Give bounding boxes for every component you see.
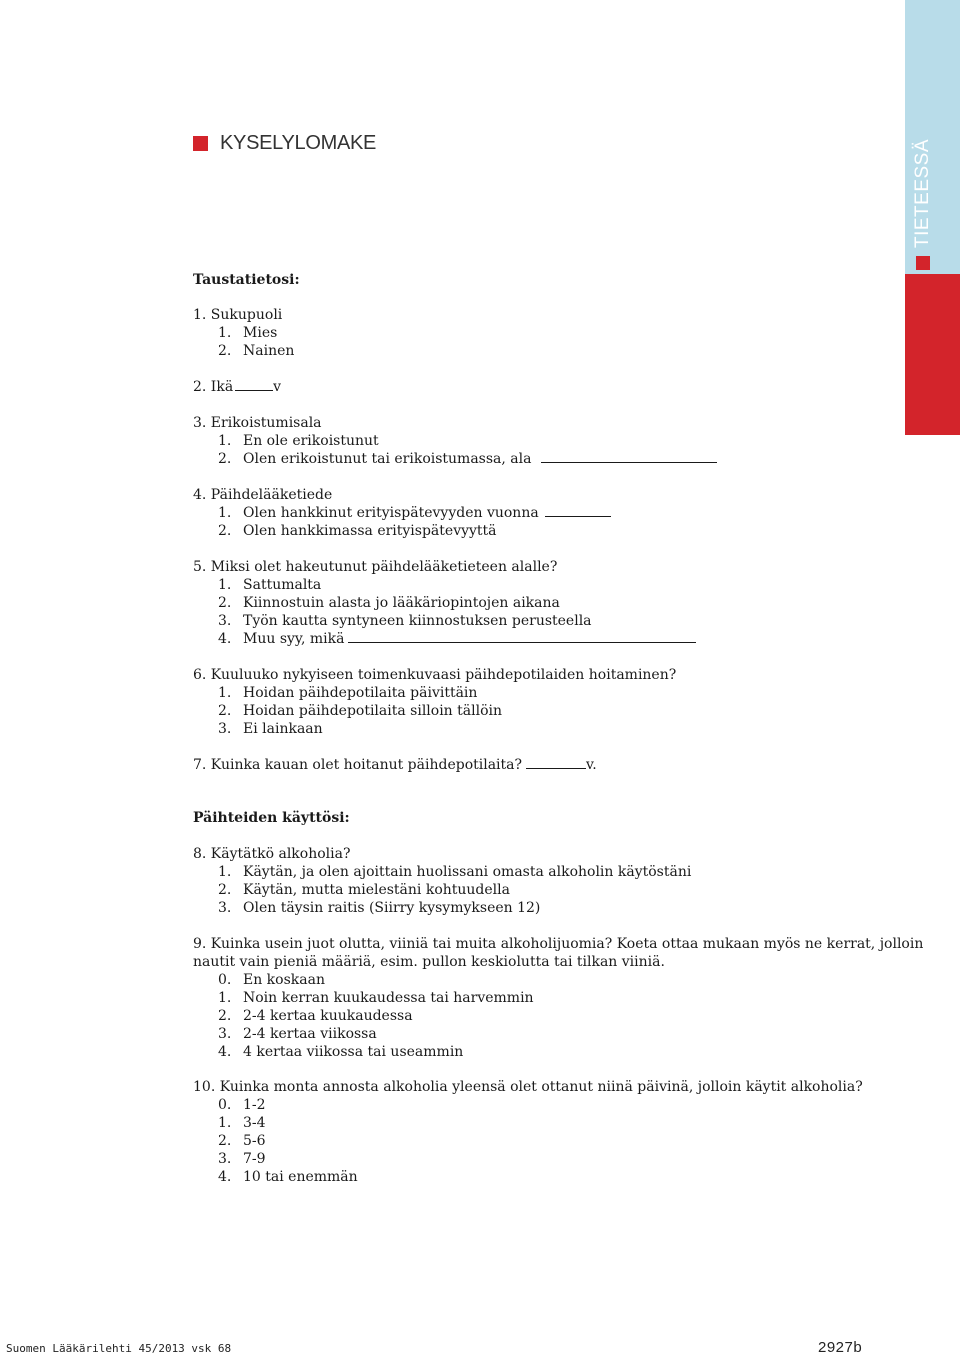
question-4-option-1[interactable]: 1. Olen hankkinut erityispätevyyden vuonna — [218, 504, 611, 522]
section-heading-substances: Päihteiden käyttösi: — [193, 810, 350, 826]
question-10-option-0[interactable]: 0. 1-2 — [218, 1097, 266, 1113]
section-heading-background: Taustatietosi: — [193, 272, 300, 288]
question-5-option-4[interactable]: 4. Muu syy, mikä — [218, 630, 696, 648]
side-tab-red-band — [905, 274, 960, 435]
question-5-option-3[interactable]: 3. Työn kautta syntyneen kiinnostuksen perusteella — [218, 613, 592, 629]
question-3-option-1[interactable]: 1. En ole erikoistunut — [218, 433, 379, 449]
page-header — [193, 132, 376, 155]
page-number: 2927b — [818, 1339, 863, 1356]
question-10-option-2[interactable]: 2. 5-6 — [218, 1133, 266, 1149]
question-6-option-1[interactable]: 1. Hoidan päihdepotilaita päivittäin — [218, 685, 478, 701]
question-9-title-line-1: 9. Kuinka usein juot olutta, viiniä tai muita alkoholijuomia? Koeta ottaa mukaan myös ne kerrat, jolloin — [193, 936, 924, 952]
question-10-option-1[interactable]: 1. 3-4 — [218, 1115, 266, 1131]
question-6-option-2[interactable]: 2. Hoidan päihdepotilaita silloin tällöin — [218, 703, 502, 719]
side-tab-label: TIETEESSÄ — [912, 138, 933, 248]
question-3-option-2[interactable]: 2. Olen erikoistunut tai erikoistumassa, ala — [218, 450, 717, 468]
question-1-option-1[interactable]: 1. Mies — [218, 325, 278, 341]
question-4-title: 4. Päihdelääketiede — [193, 487, 333, 503]
question-9-title-line-2: nautit vain pieniä määriä, esim. pullon keskiolutta tai tilkan viiniä. — [193, 954, 665, 970]
question-10-title: 10. Kuinka monta annosta alkoholia yleensä olet ottanut niinä päivinä, jolloin käytit alkoholia? — [193, 1079, 863, 1095]
journal-info: Suomen Lääkärilehti 45/2013 vsk 68 — [6, 1342, 232, 1355]
question-5-option-1[interactable]: 1. Sattumalta — [218, 577, 322, 593]
question-9-option-2[interactable]: 2. 2-4 kertaa kuukaudessa — [218, 1008, 413, 1024]
other-reason-blank[interactable] — [348, 630, 696, 643]
age-blank[interactable] — [235, 378, 273, 391]
question-5-option-2[interactable]: 2. Kiinnostuin alasta jo lääkäriopintojen aikana — [218, 595, 560, 611]
specialty-blank[interactable] — [541, 450, 717, 463]
question-8-option-2[interactable]: 2. Käytän, mutta mielestäni kohtuudella — [218, 882, 510, 898]
question-2: 2. Ikä v — [193, 379, 282, 395]
question-6-option-3[interactable]: 3. Ei lainkaan — [218, 721, 323, 737]
question-8-option-3[interactable]: 3. Olen täysin raitis (Siirry kysymykseen 12) — [218, 900, 541, 916]
question-4-option-2[interactable]: 2. Olen hankkimassa erityispätevyyttä — [218, 523, 497, 539]
question-9-option-4[interactable]: 4. 4 kertaa viikossa tai useammin — [218, 1044, 464, 1060]
question-1-option-2[interactable]: 2. Nainen — [218, 343, 295, 359]
years-blank[interactable] — [526, 756, 586, 769]
question-1-title: 1. Sukupuoli — [193, 307, 283, 323]
question-8-option-1[interactable]: 1. Käytän, ja olen ajoittain huolissani omasta alkoholin käytöstäni — [218, 864, 692, 880]
question-7: 7. Kuinka kauan olet hoitanut päihdepotilaita? v. — [193, 757, 597, 773]
page-title: KYSELYLOMAKE — [220, 132, 377, 154]
question-9-option-1[interactable]: 1. Noin kerran kuukaudessa tai harvemmin — [218, 990, 534, 1006]
header-marker — [193, 136, 208, 151]
question-9-option-3[interactable]: 3. 2-4 kertaa viikossa — [218, 1026, 377, 1042]
question-3-title: 3. Erikoistumisala — [193, 415, 322, 431]
question-8-title: 8. Käytätkö alkoholia? — [193, 846, 351, 862]
year-blank[interactable] — [545, 504, 611, 517]
question-9-option-0[interactable]: 0. En koskaan — [218, 972, 325, 988]
side-tab-marker — [916, 256, 930, 270]
question-10-option-3[interactable]: 3. 7-9 — [218, 1151, 266, 1167]
side-tab — [912, 70, 934, 270]
question-6-title: 6. Kuuluuko nykyiseen toimenkuvaasi päihdepotilaiden hoitaminen? — [193, 667, 677, 683]
question-10-option-4[interactable]: 4. 10 tai enemmän — [218, 1169, 358, 1185]
question-5-title: 5. Miksi olet hakeutunut päihdelääketieteen alalle? — [193, 559, 558, 575]
